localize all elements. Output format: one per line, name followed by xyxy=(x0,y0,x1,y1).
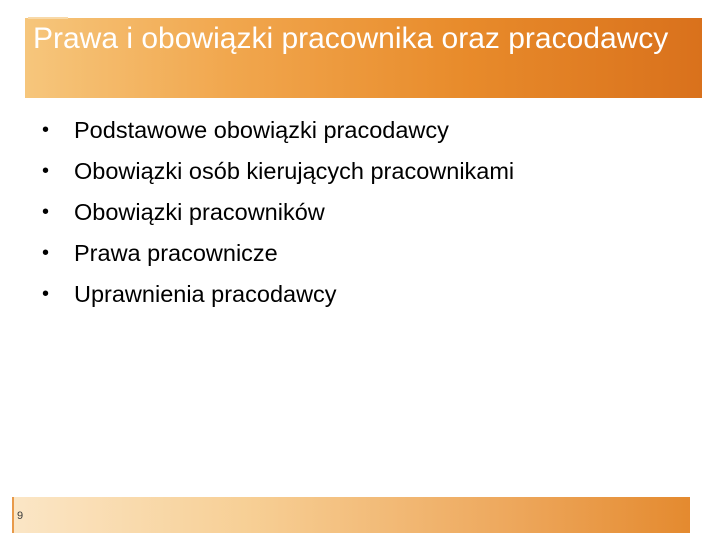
bullet-dot-icon: • xyxy=(42,160,50,182)
bullet-text: Prawa pracownicze xyxy=(74,240,278,266)
bullet-dot-icon: • xyxy=(42,283,50,305)
bullet-dot-icon: • xyxy=(42,119,50,141)
slide-number: 9 xyxy=(17,510,24,522)
bullet-text: Obowiązki osób kierujących pracownikami xyxy=(74,158,515,184)
bullet-item xyxy=(42,155,682,196)
bullet-dot-icon: • xyxy=(42,242,50,264)
bullet-text: Uprawnienia pracodawcy xyxy=(74,281,337,307)
bullet-item xyxy=(42,114,682,155)
footer-bar xyxy=(12,497,690,533)
slide-title: Prawa i obowiązki pracownika oraz pracodawcy xyxy=(33,22,669,55)
bullet-text: Podstawowe obowiązki pracodawcy xyxy=(74,117,449,143)
bullet-list xyxy=(42,114,682,319)
bullet-item xyxy=(42,196,682,237)
footer-edge-line xyxy=(12,497,14,533)
bullet-text: Obowiązki pracowników xyxy=(74,199,325,225)
bullet-item xyxy=(42,278,682,319)
bullet-item xyxy=(42,237,682,278)
title-accent-line xyxy=(28,17,68,19)
bullet-dot-icon: • xyxy=(42,201,50,223)
